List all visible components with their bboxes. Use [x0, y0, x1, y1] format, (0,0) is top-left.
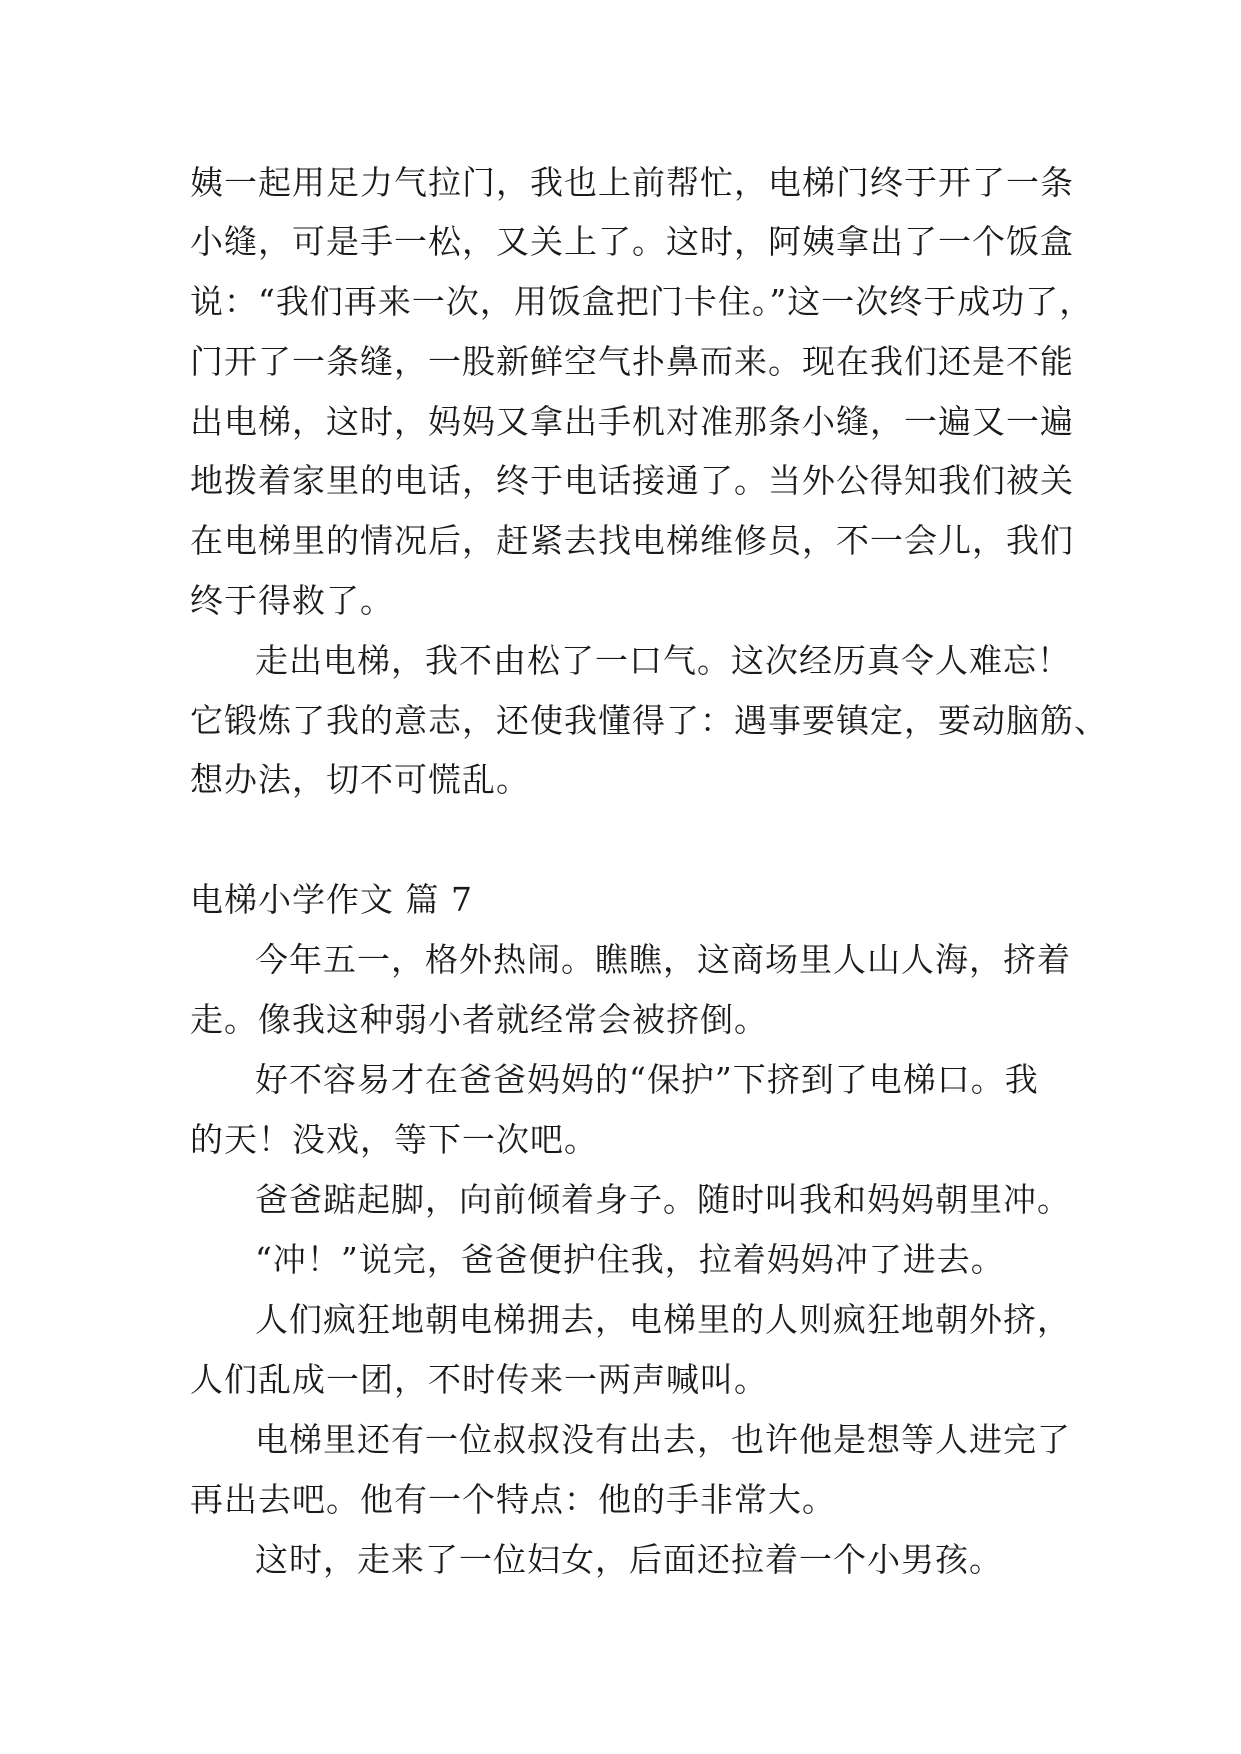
body-line: 地拨着家里的电话，终于电话接通了。当外公得知我们被关: [190, 461, 1074, 500]
body-line: “冲！”说完，爸爸便护住我，拉着妈妈冲了进去。: [255, 1240, 1005, 1279]
body-line: 出电梯，这时，妈妈又拿出手机对准那条小缝，一遍又一遍: [190, 402, 1074, 441]
body-line: 说：“我们再来一次，用饭盒把门卡住。”这一次终于成功了，: [190, 282, 1094, 321]
body-line: 终于得救了。: [190, 581, 394, 620]
body-line: 好不容易才在爸爸妈妈的“保护”下挤到了电梯口。我: [255, 1060, 1039, 1099]
body-line: 再出去吧。他有一个特点：他的手非常大。: [190, 1480, 836, 1519]
body-line: 姨一起用足力气拉门，我也上前帮忙，电梯门终于开了一条: [190, 163, 1074, 202]
body-line: 它锻炼了我的意志，还使我懂得了：遇事要镇定，要动脑筋、: [190, 701, 1108, 740]
body-line: 走出电梯，我不由松了一口气。这次经历真令人难忘！: [255, 641, 1071, 680]
section-heading: 电梯小学作文 篇 7: [190, 880, 473, 919]
body-line: 门开了一条缝，一股新鲜空气扑鼻而来。现在我们还是不能: [190, 342, 1074, 381]
body-line: 这时，走来了一位妇女，后面还拉着一个小男孩。: [255, 1540, 1003, 1579]
body-line: 在电梯里的情况后，赶紧去找电梯维修员，不一会儿，我们: [190, 521, 1074, 560]
body-line: 电梯里还有一位叔叔没有出去，也许他是想等人进完了: [255, 1420, 1071, 1459]
body-line: 爸爸踮起脚，向前倾着身子。随时叫我和妈妈朝里冲。: [255, 1180, 1071, 1219]
body-line: 想办法，切不可慌乱。: [190, 760, 530, 799]
body-line: 走。像我这种弱小者就经常会被挤倒。: [190, 1000, 768, 1039]
body-line: 人们疯狂地朝电梯拥去，电梯里的人则疯狂地朝外挤，: [255, 1300, 1071, 1339]
body-line: 今年五一，格外热闹。瞧瞧，这商场里人山人海，挤着: [255, 940, 1071, 979]
body-line: 的天！没戏，等下一次吧。: [190, 1120, 598, 1159]
body-line: 小缝，可是手一松，又关上了。这时，阿姨拿出了一个饭盒: [190, 222, 1074, 261]
body-line: 人们乱成一团，不时传来一两声喊叫。: [190, 1360, 768, 1399]
